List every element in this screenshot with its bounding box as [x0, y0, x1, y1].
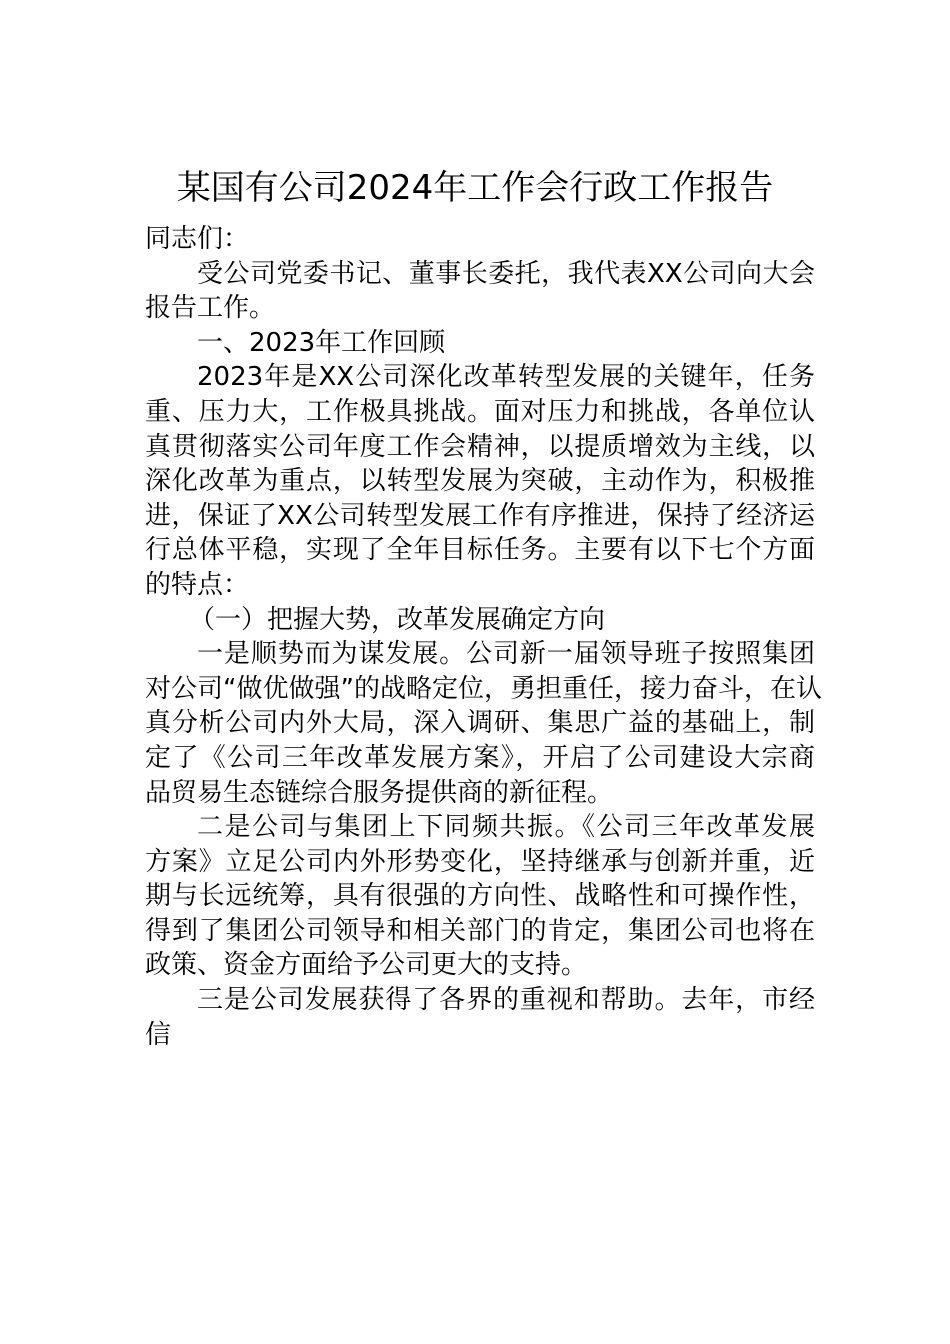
- paragraph-line: 2023年是XX公司深化改革转型发展的关键年，任务: [197, 362, 815, 393]
- paragraph-line: 重、压力大，工作极具挑战。面对压力和挑战，各单位认: [145, 396, 815, 427]
- document-body: [145, 222, 822, 1052]
- paragraph-line: 进，保证了XX公司转型发展工作有序推进，保持了经济运: [145, 500, 815, 531]
- paragraph-line: 报告工作。: [145, 293, 276, 324]
- paragraph-line: 二是公司与集团上下同频共振。《公司三年改革发展: [197, 812, 815, 843]
- paragraph-line: 真贯彻落实公司年度工作会精神，以提质增效为主线，以: [145, 431, 815, 462]
- subsection-heading: （一）把握大势，改革发展确定方向: [189, 604, 606, 635]
- paragraph-line: 受公司党委书记、董事长委托，我代表XX公司向大会: [197, 258, 815, 289]
- document-title: 某国有公司2024年工作会行政工作报告: [176, 168, 774, 208]
- salutation-line: 同志们：: [145, 224, 250, 254]
- paragraph-line: 对公司“做优做强”的战略定位，勇担重任，接力奋斗，在认: [145, 673, 822, 704]
- paragraph-line: 品贸易生态链综合服务提供商的新征程。: [145, 777, 614, 808]
- paragraph-line: 三是公司发展获得了各界的重视和帮助。去年，市经: [197, 985, 815, 1016]
- paragraph-line: 方案》立足公司内外形势变化，坚持继承与创新并重，近: [145, 846, 815, 877]
- paragraph-line: 行总体平稳，实现了全年目标任务。主要有以下七个方面: [145, 535, 815, 566]
- paragraph-line: 政策、资金方面给予公司更大的支持。: [145, 950, 588, 981]
- paragraph-line: 得到了集团公司领导和相关部门的肯定，集团公司也将在: [145, 915, 815, 946]
- paragraph-line: 信: [145, 1019, 172, 1050]
- paragraph-line: 定了《公司三年改革发展方案》，开启了公司建设大宗商: [145, 742, 815, 773]
- paragraph-line: 期与长远统筹，具有很强的方向性、战略性和可操作性，: [145, 881, 815, 912]
- paragraph-line: 一是顺势而为谋发展。公司新一届领导班子按照集团: [197, 639, 815, 670]
- paragraph-line: 的特点：: [145, 569, 250, 600]
- paragraph-line: 深化改革为重点，以转型发展为突破，主动作为，积极推: [145, 466, 815, 497]
- section-heading: 一、2023年工作回顾: [197, 327, 446, 358]
- paragraph-line: 真分析公司内外大局，深入调研、集思广益的基础上，制: [145, 708, 815, 739]
